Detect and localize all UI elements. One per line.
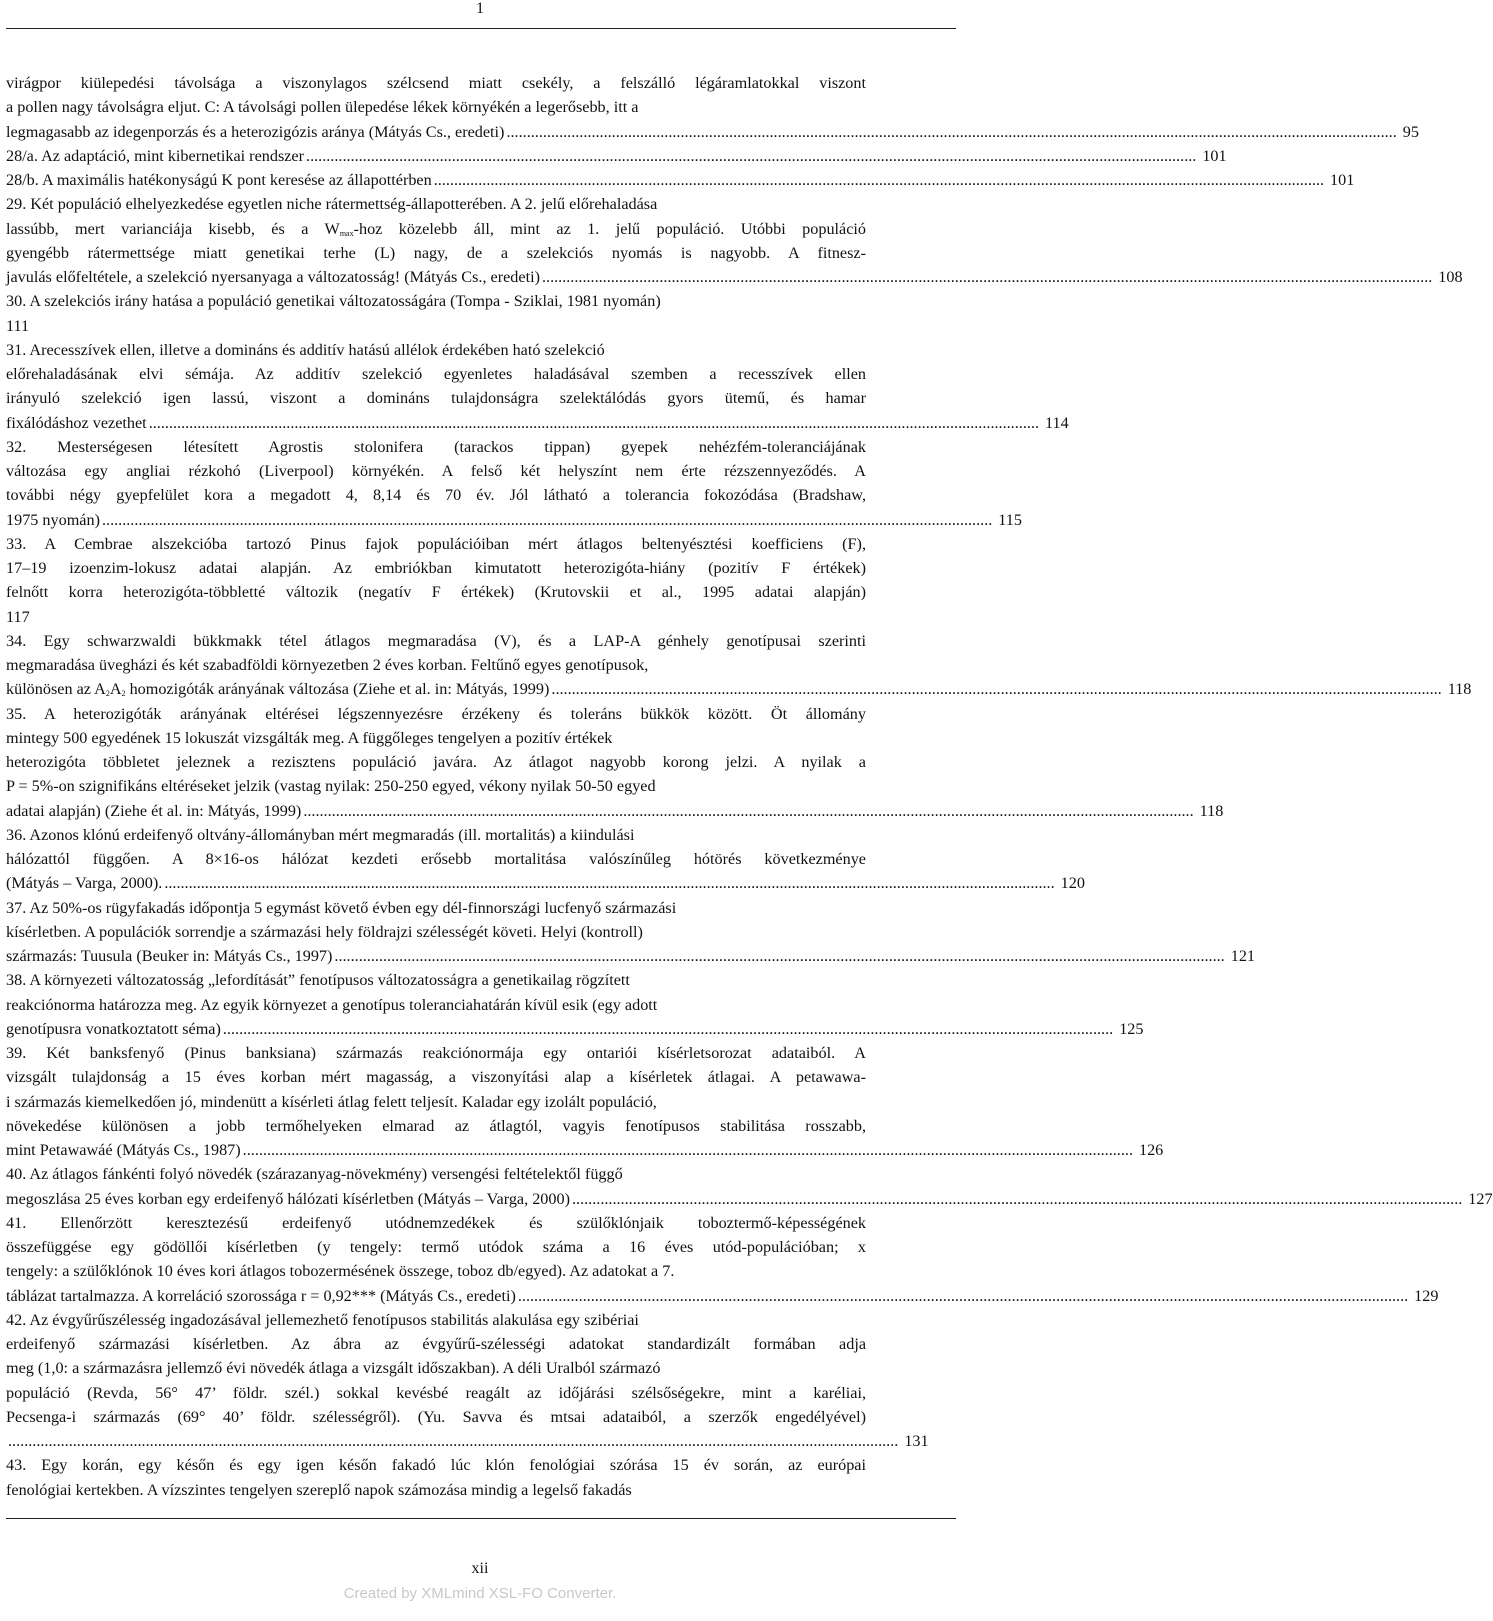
text-line	[6, 702, 866, 726]
dot-leader: ............................................................................................................................................................................................................................	[306, 146, 1197, 165]
text-line	[6, 629, 866, 653]
text-line	[6, 362, 866, 386]
text-line	[6, 192, 866, 216]
header-rule	[6, 28, 956, 29]
line-text: 37. Az 50%-os rügyfakadás időpontja 5 egymást követő évben egy dél-finnországi lucfenyő származási	[6, 898, 677, 917]
page-reference: 120	[1060, 874, 1085, 893]
line-text: vizsgált tulajdonság a 15 éves korban mért magasság, a viszonyítási alap a kísérletek átlagai. A petawawa-	[6, 1068, 866, 1087]
text-line	[6, 653, 866, 677]
text-line	[6, 1065, 866, 1089]
text-line	[6, 556, 866, 580]
dot-leader: ............................................................................................................................................................................................................................	[517, 1286, 1409, 1305]
text-line	[6, 1114, 866, 1138]
text-line	[6, 605, 866, 629]
text-line	[6, 847, 866, 871]
line-text: virágpor kiülepedési távolsága a viszonylagos szélcsend miatt csekély, a felszálló légáramlatokkal viszont	[6, 74, 866, 92]
text-line	[6, 314, 866, 338]
text-line	[6, 580, 866, 604]
text-line	[6, 1211, 866, 1235]
line-text: heterozigóta többletet jeleznek a rezisztens populáció javára. Az átlagot nagyobb korong jelzi. A nyilak a	[6, 753, 866, 771]
line-text: gyengébb rátermettsége miatt genetikai terhe (L) nagy, de a szelekciós nyomás is nagyobb. A fitnesz-	[6, 243, 866, 262]
dot-leader: ............................................................................................................................................................................................................................	[8, 1432, 899, 1450]
toc-entry-line[interactable]	[6, 120, 1419, 144]
text-line	[6, 459, 866, 483]
line-text: kísérletben. A populációk sorrendje a származási hely földrajzi szélességét követi. Helyi (kontroll)	[6, 922, 643, 941]
text-line	[6, 726, 866, 750]
text-line	[6, 289, 866, 313]
line-text: fenológiai kertekben. A vízszintes tengelyen szereplő napok számozása mindig a legelső fakadás	[6, 1480, 632, 1499]
line-text: megoszlása 25 éves korban egy erdeifenyő hálózati kísérletben (Mátyás – Varga, 2000)	[6, 1189, 570, 1208]
toc-entry-line[interactable]	[6, 411, 1069, 435]
list-of-figures	[6, 71, 1493, 1502]
line-text: 38. A környezeti változatosság „lefordítását” fenotípusos változatosságra a genetikailag rögzített	[6, 971, 630, 990]
text-line	[6, 920, 866, 944]
text-line	[6, 338, 866, 362]
dot-leader: ............................................................................................................................................................................................................................	[433, 171, 1325, 189]
line-text: megmaradása üvegházi és két szabadföldi környezetben 2 éves korban. Feltűnő egyes genotípusok,	[6, 656, 649, 674]
line-text: 41. Ellenőrzött keresztezésű erdeifenyő utódnemzedékek és szülőklónjaik toboztermő-képességének	[6, 1213, 866, 1232]
text-line	[6, 1235, 866, 1259]
line-text: P = 5%-on szignifikáns eltéréseket jelzik (vastag nyilak: 250-250 egyed, vékony nyilak 50-50 egyed	[6, 777, 656, 796]
text-line	[6, 483, 866, 507]
page-reference: 118	[1199, 801, 1224, 820]
line-text: 35. A heterozigóták arányának eltérései légszennyezésre érzékeny és toleráns bükkök között. Öt állomány	[6, 704, 866, 723]
line-text: legmagasabb az idegenporzás és a heterozigózis aránya (Mátyás Cs., eredeti)	[6, 122, 505, 141]
text-line	[6, 1356, 866, 1380]
footer-credit: Created by XMLmind XSL-FO Converter.	[343, 1585, 617, 1602]
text-line	[6, 896, 866, 920]
line-text: i származás kiemelkedően jó, mindenütt a kísérleti átlag felett teljesít. Kaladar egy izolált populáció,	[6, 1092, 657, 1111]
text-line	[6, 1453, 866, 1477]
dot-leader: ............................................................................................................................................................................................................................	[101, 510, 993, 529]
toc-entry-line[interactable]	[6, 1138, 1164, 1162]
line-text: tengely: a szülőklónok 10 éves kori átlagos tobozermésének összege, toboz db/egyed). Az adatokat a 7.	[6, 1262, 675, 1281]
line-text: reakciónorma határozza meg. Az egyik környezet a genotípus toleranciahatárán kívül esik (egy adott	[6, 995, 658, 1014]
text-line	[6, 993, 866, 1017]
line-text: 39. Két banksfenyő (Pinus banksiana) származás reakciónormája egy ontariói kísérletsorozat adataiból. A	[6, 1044, 866, 1062]
text-line	[6, 750, 866, 774]
line-text: 111	[6, 316, 30, 335]
text-line	[6, 95, 866, 119]
line-text: javulás előfeltétele, a szelekció nyersanyaga a változatosság! (Mátyás Cs., eredeti)	[6, 268, 540, 286]
line-text: növekedése különösen a jobb termőhelyeken elmarad az átlagtól, vagyis fenotípusos stabilitása rosszabb,	[6, 1116, 866, 1135]
line-text: 31. Arecesszívek ellen, illetve a domináns és additív hatású allélok érdekében ható szelekció	[6, 340, 605, 359]
toc-entry-line[interactable]	[6, 144, 1227, 168]
page-number: 1	[476, 0, 484, 17]
page-reference: 118	[1447, 680, 1472, 699]
line-text: 40. Az átlagos fánkénti folyó növedék (szárazanyag-növekmény) versengési feltételektől függő	[6, 1165, 623, 1184]
line-text: felnőtt korra heterozigóta-többletté változik (negatív F értékek) (Krutovskii et al., 1995 adatai alapján)	[6, 583, 866, 602]
text-line	[6, 386, 866, 410]
page-reference: 121	[1230, 947, 1255, 965]
line-text: lassúbb, mert varianciája kisebb, és a $W_{max}$-hoz közelebb áll, mint az 1. jelű populáció. Utóbbi populáció	[6, 219, 867, 238]
toc-entry-line[interactable]	[6, 799, 1224, 823]
dot-leader: ............................................................................................................................................................................................................................	[164, 874, 1055, 893]
toc-entry-line[interactable]	[6, 677, 1472, 701]
page-reference: 114	[1045, 413, 1069, 432]
dot-leader: ............................................................................................................................................................................................................................	[551, 680, 1442, 699]
text-line	[6, 1478, 866, 1502]
line-text: 17–19 izoenzim-lokusz adatai alapján. Az embriókban kimutatott heterozigóta-hiány (pozitív F értékek)	[6, 559, 866, 577]
line-text: fixálódáshoz vezethet	[6, 413, 147, 432]
toc-entry-line[interactable]	[6, 1017, 1144, 1041]
line-text: 1975 nyomán)	[6, 510, 100, 529]
page-reference: 101	[1330, 171, 1355, 189]
text-line	[6, 1090, 866, 1114]
line-text: 42. Az évgyűrűszélesség ingadozásával jellemezhető fenotípusos stabilitás alakulása egy szibériai	[6, 1310, 639, 1329]
text-line	[6, 968, 866, 992]
page-reference: 127	[1468, 1189, 1493, 1208]
text-line	[6, 71, 866, 95]
footer-rule	[6, 1518, 956, 1519]
toc-entry-line[interactable]	[6, 1284, 1439, 1308]
toc-entry-line[interactable]	[6, 508, 1022, 532]
text-line	[6, 1381, 866, 1405]
dot-leader: ............................................................................................................................................................................................................................	[303, 801, 1194, 820]
page-reference: 95	[1402, 122, 1419, 141]
page-reference: 108	[1438, 268, 1463, 286]
text-line	[6, 1259, 866, 1283]
toc-entry-line[interactable]	[6, 1187, 1493, 1211]
text-line	[6, 532, 866, 556]
footer-page-number: xii	[471, 1560, 489, 1577]
line-text: erdeifenyő származási kísérletben. Az ábra az évgyűrű-szélességi adatokat standardizált formában adja	[6, 1335, 866, 1353]
line-text: irányuló szelekció igen lassú, viszont a domináns tulajdonságra szelektálódás gyors ütemű, és hamar	[6, 389, 866, 408]
page-reference: 115	[998, 510, 1022, 529]
line-text: táblázat tartalmazza. A korreláció szorossága r = 0,92*** (Mátyás Cs., eredeti)	[6, 1286, 516, 1305]
dot-leader: ............................................................................................................................................................................................................................	[571, 1189, 1463, 1208]
dot-leader: ............................................................................................................................................................................................................................	[541, 268, 1433, 286]
line-text: 36. Azonos klónú erdeifenyő oltvány-állományban mért megmaradás (ill. mortalitás) a kiindulási	[6, 825, 635, 844]
line-text: 117	[6, 607, 30, 626]
line-text: 28/b. A maximális hatékonyságú K pont keresése az állapottérben	[6, 171, 432, 189]
line-text: meg (1,0: a származásra jellemző évi növedék átlaga a vizsgált időszakban). A déli Uralból származó	[6, 1359, 661, 1378]
line-text: származás: Tuusula (Beuker in: Mátyás Cs., 1997)	[6, 947, 333, 965]
dot-leader: ............................................................................................................................................................................................................................	[148, 413, 1039, 432]
toc-entry-line[interactable]	[6, 871, 1085, 895]
dot-leader: ............................................................................................................................................................................................................................	[334, 947, 1225, 965]
line-text: 30. A szelekciós irány hatása a populáció genetikai változatosságára (Tompa - Sziklai, 1981 nyomán)	[6, 292, 661, 311]
dot-leader: ............................................................................................................................................................................................................................	[242, 1141, 1133, 1159]
line-text: populáció (Revda, 56° 47’ földr. szél.) sokkal kevésbé reagált az időjárási szélsőségekre, mint a karéliai,	[6, 1383, 866, 1402]
page-reference: 125	[1119, 1019, 1144, 1038]
line-text: 34. Egy schwarzwaldi bükkmakk tétel átlagos megmaradása (V), és a LAP-A génhely genotípusai szerinti	[6, 631, 866, 650]
dot-leader: ............................................................................................................................................................................................................................	[506, 122, 1397, 141]
page-reference: 129	[1414, 1286, 1439, 1305]
line-text: 33. A Cembrae alszekcióba tartozó Pinus fajok populációiban mért átlagos beltenyésztési koefficiens (F),	[6, 534, 866, 553]
toc-entry-line[interactable]	[6, 1429, 929, 1453]
text-line	[6, 1308, 866, 1332]
line-text: 43. Egy korán, egy későn és egy igen későn fakadó lúc klón fenológiai szórása 15 év során, az európai	[6, 1456, 866, 1475]
toc-entry-line[interactable]	[6, 944, 1255, 968]
line-text: összefüggése egy gödöllői kísérletben (y tengely: termő utódok száma a 16 éves utód-populációban; x	[6, 1238, 866, 1256]
line-text: változása egy angliai rézkohó (Liverpool) környékén. A felső két helyszínt nem érte rézszennyeződés. A	[6, 462, 866, 480]
toc-entry-line[interactable]	[6, 168, 1355, 192]
line-text: előrehaladásának elvi sémája. Az additív szelekció egyenletes haladásával szemben a recesszívek ellen	[6, 365, 866, 383]
text-line	[6, 1405, 866, 1429]
text-line	[6, 1041, 866, 1065]
text-line	[6, 1332, 866, 1356]
line-text: Pecsenga-i származás (69° 40’ földr. szélességről). (Yu. Savva és mtsai adataiból, a szerzők engedélyével)	[6, 1407, 866, 1426]
line-text: mintegy 500 egyedének 15 lokuszát vizsgálták meg. A függőleges tengelyen a pozitív értékek	[6, 728, 613, 747]
line-text: 32. Mesterségesen létesített Agrostis stolonifera (tarackos tippan) gyepek nehézfém-toleranciájának	[6, 437, 866, 456]
line-text: 29. Két populáció elhelyezkedése egyetlen niche rátermettség-állapotterében. A 2. jelű előrehaladása	[6, 195, 658, 214]
text-line	[6, 241, 866, 265]
line-text: 28/a. Az adaptáció, mint kibernetikai rendszer	[6, 146, 305, 165]
line-text: további négy gyepfelület kora a megadott 4, 8,14 és 70 év. Jól látható a tolerancia fokozódása (Bradshaw,	[6, 486, 866, 505]
page-reference: 126	[1138, 1141, 1164, 1159]
text-line	[6, 774, 866, 798]
line-text: (Mátyás – Varga, 2000).	[6, 874, 163, 893]
line-text: hálózattól függően. A 8×16-os hálózat kezdeti erősebb mortalitása valószínűleg hótörés következménye	[6, 850, 866, 868]
text-line	[6, 217, 866, 241]
line-text: különösen az $A_2A_2$ homozigóták arányának változása (Ziehe et al. in: Mátyás, 1999)	[6, 680, 550, 699]
line-text: mint Petawawáé (Mátyás Cs., 1987)	[6, 1141, 241, 1159]
text-line	[6, 435, 866, 459]
page-reference: 131	[904, 1432, 929, 1450]
dot-leader: ............................................................................................................................................................................................................................	[222, 1019, 1114, 1038]
toc-entry-line[interactable]	[6, 265, 1463, 289]
line-text: adatai alapján) (Ziehe ét al. in: Mátyás, 1999)	[6, 801, 302, 820]
page-reference: 101	[1202, 146, 1227, 165]
text-line	[6, 823, 866, 847]
text-line	[6, 1162, 866, 1186]
line-text: a pollen nagy távolságra eljut. C: A távolsági pollen ülepedése lékek környékén a legerősebb, itt a	[6, 98, 639, 117]
line-text: genotípusra vonatkoztatott séma)	[6, 1019, 221, 1038]
